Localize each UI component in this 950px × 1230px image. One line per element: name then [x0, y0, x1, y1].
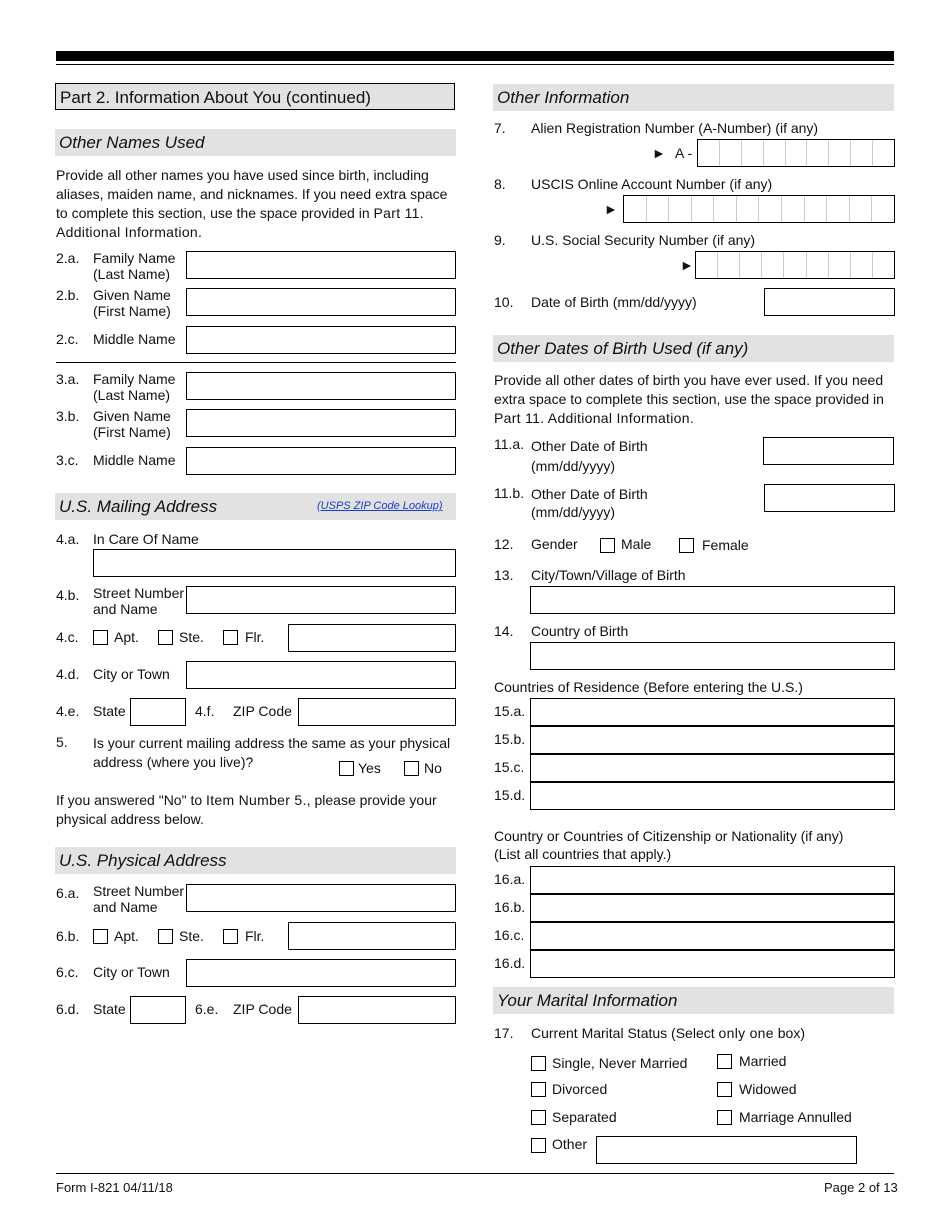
yes-checkbox[interactable] — [339, 761, 354, 776]
mailing-address-heading — [55, 493, 456, 520]
annulled-label: Marriage Annulled — [739, 1109, 852, 1125]
item-number-16d: 16.d. — [494, 955, 526, 971]
no-checkbox[interactable] — [404, 761, 419, 776]
given-name-input-3b[interactable] — [186, 409, 456, 437]
ssn-input[interactable] — [695, 251, 895, 279]
given-name-label: Given Name (First Name) — [93, 408, 171, 440]
footer-rule — [56, 1173, 894, 1174]
arrow-icon: ► — [652, 145, 666, 161]
married-label: Married — [739, 1053, 787, 1069]
item-number-4e: 4.e. — [56, 703, 80, 719]
citizenship-label: Country or Countries of Citizenship or Nationality (if any) (List all countries that apply.) — [494, 828, 844, 862]
item-number-13: 13. — [494, 567, 514, 583]
annulled-checkbox[interactable] — [717, 1110, 732, 1125]
countries-of-residence-label: Countries of Residence (Before entering the U.S.) — [494, 679, 803, 695]
residence-input-15a[interactable] — [530, 698, 895, 726]
other-dob-input-11a[interactable] — [763, 437, 894, 465]
other-marital-input[interactable] — [596, 1136, 857, 1164]
item-number-9: 9. — [494, 232, 506, 248]
other-dob-input-11b[interactable] — [764, 484, 895, 512]
item-number-11a: 11.a. — [494, 436, 525, 452]
in-care-of-input[interactable] — [93, 549, 456, 577]
country-of-birth-label: Country of Birth — [531, 623, 629, 639]
form-id: Form I-821 04/11/18 — [56, 1180, 173, 1195]
uscis-account-label: USCIS Online Account Number (if any) — [531, 176, 773, 192]
family-name-label: Family Name (Last Name) — [93, 371, 176, 403]
widowed-label: Widowed — [739, 1081, 797, 1097]
ste-label: Ste. — [179, 629, 204, 645]
male-checkbox[interactable] — [600, 538, 615, 553]
item-number-4d: 4.d. — [56, 666, 80, 682]
citizenship-input-16a[interactable] — [530, 866, 895, 894]
middle-name-label: Middle Name — [93, 452, 176, 468]
item-number-6b: 6.b. — [56, 928, 80, 944]
dob-label: Date of Birth (mm/dd/yyyy) — [531, 294, 697, 310]
married-checkbox[interactable] — [717, 1054, 732, 1069]
section-divider — [56, 362, 456, 363]
mailing-unit-input[interactable] — [288, 624, 456, 652]
uscis-account-input[interactable] — [623, 195, 895, 223]
apt-checkbox[interactable] — [93, 929, 108, 944]
no-label: No — [424, 760, 442, 776]
item-number-15b: 15.b. — [494, 731, 526, 747]
item-number-2c: 2.c. — [56, 331, 79, 347]
page-number: Page 2 of 13 — [824, 1180, 898, 1195]
arrow-icon: ► — [680, 257, 694, 273]
marital-status-label: Current Marital Status (Select only one box) — [531, 1025, 805, 1041]
physical-address-note: If you answered "No" to Item Number 5., please provide your physical address below. — [56, 792, 437, 827]
widowed-checkbox[interactable] — [717, 1082, 732, 1097]
arrow-icon: ► — [604, 201, 618, 217]
citizenship-input-16d[interactable] — [530, 950, 895, 978]
mailing-city-input[interactable] — [186, 661, 456, 689]
part-title: Part 2. Information About You (continued) — [55, 83, 455, 110]
divorced-checkbox[interactable] — [531, 1082, 546, 1097]
mailing-address-title: U.S. Mailing Address — [59, 497, 218, 516]
physical-address-heading: U.S. Physical Address — [55, 847, 456, 874]
item-number-7: 7. — [494, 120, 506, 136]
item-number-6d: 6.d. — [56, 1001, 80, 1017]
item-number-17: 17. — [494, 1025, 514, 1041]
question-5-label: Is your current mailing address the same as your physical address (where you live)? — [93, 735, 451, 770]
city-of-birth-label: City/Town/Village of Birth — [531, 567, 686, 583]
apt-label: Apt. — [114, 928, 139, 944]
citizenship-input-16b[interactable] — [530, 894, 895, 922]
flr-checkbox[interactable] — [223, 929, 238, 944]
item-number-2a: 2.a. — [56, 250, 80, 266]
item-number-3c: 3.c. — [56, 452, 79, 468]
zip-label: ZIP Code — [233, 1001, 292, 1017]
ste-checkbox[interactable] — [158, 929, 173, 944]
physical-city-input[interactable] — [186, 959, 456, 987]
citizenship-input-16c[interactable] — [530, 922, 895, 950]
middle-name-input-3c[interactable] — [186, 447, 456, 475]
item-number-6e: 6.e. — [195, 1001, 219, 1017]
single-label: Single, Never Married — [552, 1055, 688, 1071]
item-number-10: 10. — [494, 294, 514, 310]
dob-input[interactable] — [764, 288, 895, 316]
mailing-state-input[interactable] — [130, 698, 186, 726]
physical-zip-input[interactable] — [298, 996, 456, 1024]
apt-label: Apt. — [114, 629, 139, 645]
family-name-input-3a[interactable] — [186, 372, 456, 400]
item-number-2b: 2.b. — [56, 287, 80, 303]
a-number-input[interactable] — [697, 139, 895, 167]
city-label: City or Town — [93, 964, 170, 980]
other-checkbox[interactable] — [531, 1138, 546, 1153]
marital-heading: Your Marital Information — [493, 987, 894, 1014]
usps-zip-lookup-link[interactable]: (USPS ZIP Code Lookup) — [317, 500, 443, 512]
ste-label: Ste. — [179, 928, 204, 944]
a-number-label: Alien Registration Number (A-Number) (if any) — [531, 120, 819, 136]
physical-state-input[interactable] — [130, 996, 186, 1024]
gender-label: Gender — [531, 536, 578, 552]
item-number-6c: 6.c. — [56, 964, 79, 980]
yes-label: Yes — [358, 760, 381, 776]
flr-label: Flr. — [245, 928, 265, 944]
given-name-label: Given Name (First Name) — [93, 287, 171, 319]
residence-input-15c[interactable] — [530, 754, 895, 782]
physical-unit-input[interactable] — [288, 922, 456, 950]
divorced-label: Divorced — [552, 1081, 608, 1097]
state-label: State — [93, 1001, 126, 1017]
residence-input-15d[interactable] — [530, 782, 895, 810]
header-rule-thick — [56, 51, 894, 61]
ssn-label: U.S. Social Security Number (if any) — [531, 232, 756, 248]
separated-checkbox[interactable] — [531, 1110, 546, 1125]
item-number-3b: 3.b. — [56, 408, 80, 424]
item-number-16c: 16.c. — [494, 927, 525, 943]
street-label: Street Number and Name — [93, 585, 185, 617]
ste-checkbox[interactable] — [158, 630, 173, 645]
a-number-prefix: A - — [675, 145, 693, 161]
city-of-birth-input[interactable] — [530, 586, 895, 614]
city-label: City or Town — [93, 666, 170, 682]
male-label: Male — [621, 536, 652, 552]
middle-name-input-2c[interactable] — [186, 326, 456, 354]
female-checkbox[interactable] — [679, 538, 694, 553]
family-name-input-2a[interactable] — [186, 251, 456, 279]
in-care-of-label: In Care Of Name — [93, 531, 199, 547]
item-number-5: 5. — [56, 734, 68, 750]
header-rule-thin — [56, 64, 894, 65]
female-label: Female — [702, 537, 749, 553]
item-number-15c: 15.c. — [494, 759, 525, 775]
item-number-3a: 3.a. — [56, 371, 80, 387]
mailing-street-input[interactable] — [186, 586, 456, 614]
item-number-6a: 6.a. — [56, 885, 80, 901]
other-label: Other — [552, 1136, 588, 1152]
other-information-heading: Other Information — [493, 84, 894, 111]
item-number-15a: 15.a. — [494, 703, 526, 719]
physical-street-input[interactable] — [186, 884, 456, 912]
other-dob-label: Other Date of Birth (mm/dd/yyyy) — [531, 486, 648, 520]
other-dob-instructions: Provide all other dates of birth you have ever used. If you need extra space to complete this section, use the space provided in Part 11. Additional Information. — [494, 372, 884, 426]
item-number-12: 12. — [494, 536, 514, 552]
residence-input-15b[interactable] — [530, 726, 895, 754]
separated-label: Separated — [552, 1109, 617, 1125]
item-number-16b: 16.b. — [494, 899, 526, 915]
item-number-15d: 15.d. — [494, 787, 526, 803]
item-number-14: 14. — [494, 623, 514, 639]
item-number-4a: 4.a. — [56, 531, 80, 547]
given-name-input-2b[interactable] — [186, 288, 456, 316]
state-label: State — [93, 703, 126, 719]
street-label: Street Number and Name — [93, 883, 185, 915]
single-checkbox[interactable] — [531, 1056, 546, 1071]
item-number-11b: 11.b. — [494, 485, 525, 501]
apt-checkbox[interactable] — [93, 630, 108, 645]
item-number-4f: 4.f. — [195, 703, 215, 719]
country-of-birth-input[interactable] — [530, 642, 895, 670]
item-number-4c: 4.c. — [56, 629, 79, 645]
middle-name-label: Middle Name — [93, 331, 176, 347]
flr-checkbox[interactable] — [223, 630, 238, 645]
other-dob-heading: Other Dates of Birth Used (if any) — [493, 335, 894, 362]
item-number-4b: 4.b. — [56, 587, 80, 603]
mailing-zip-input[interactable] — [298, 698, 456, 726]
flr-label: Flr. — [245, 629, 265, 645]
zip-label: ZIP Code — [233, 703, 292, 719]
item-number-16a: 16.a. — [494, 871, 526, 887]
other-names-instructions: Provide all other names you have used since birth, including aliases, maiden name, and nicknames. If you need extra space to complete this section, use the space provided in Part 11. Additional Information. — [56, 167, 448, 240]
family-name-label: Family Name (Last Name) — [93, 250, 176, 282]
item-number-8: 8. — [494, 176, 506, 192]
other-names-heading: Other Names Used — [55, 129, 456, 156]
other-dob-label: Other Date of Birth (mm/dd/yyyy) — [531, 438, 648, 474]
